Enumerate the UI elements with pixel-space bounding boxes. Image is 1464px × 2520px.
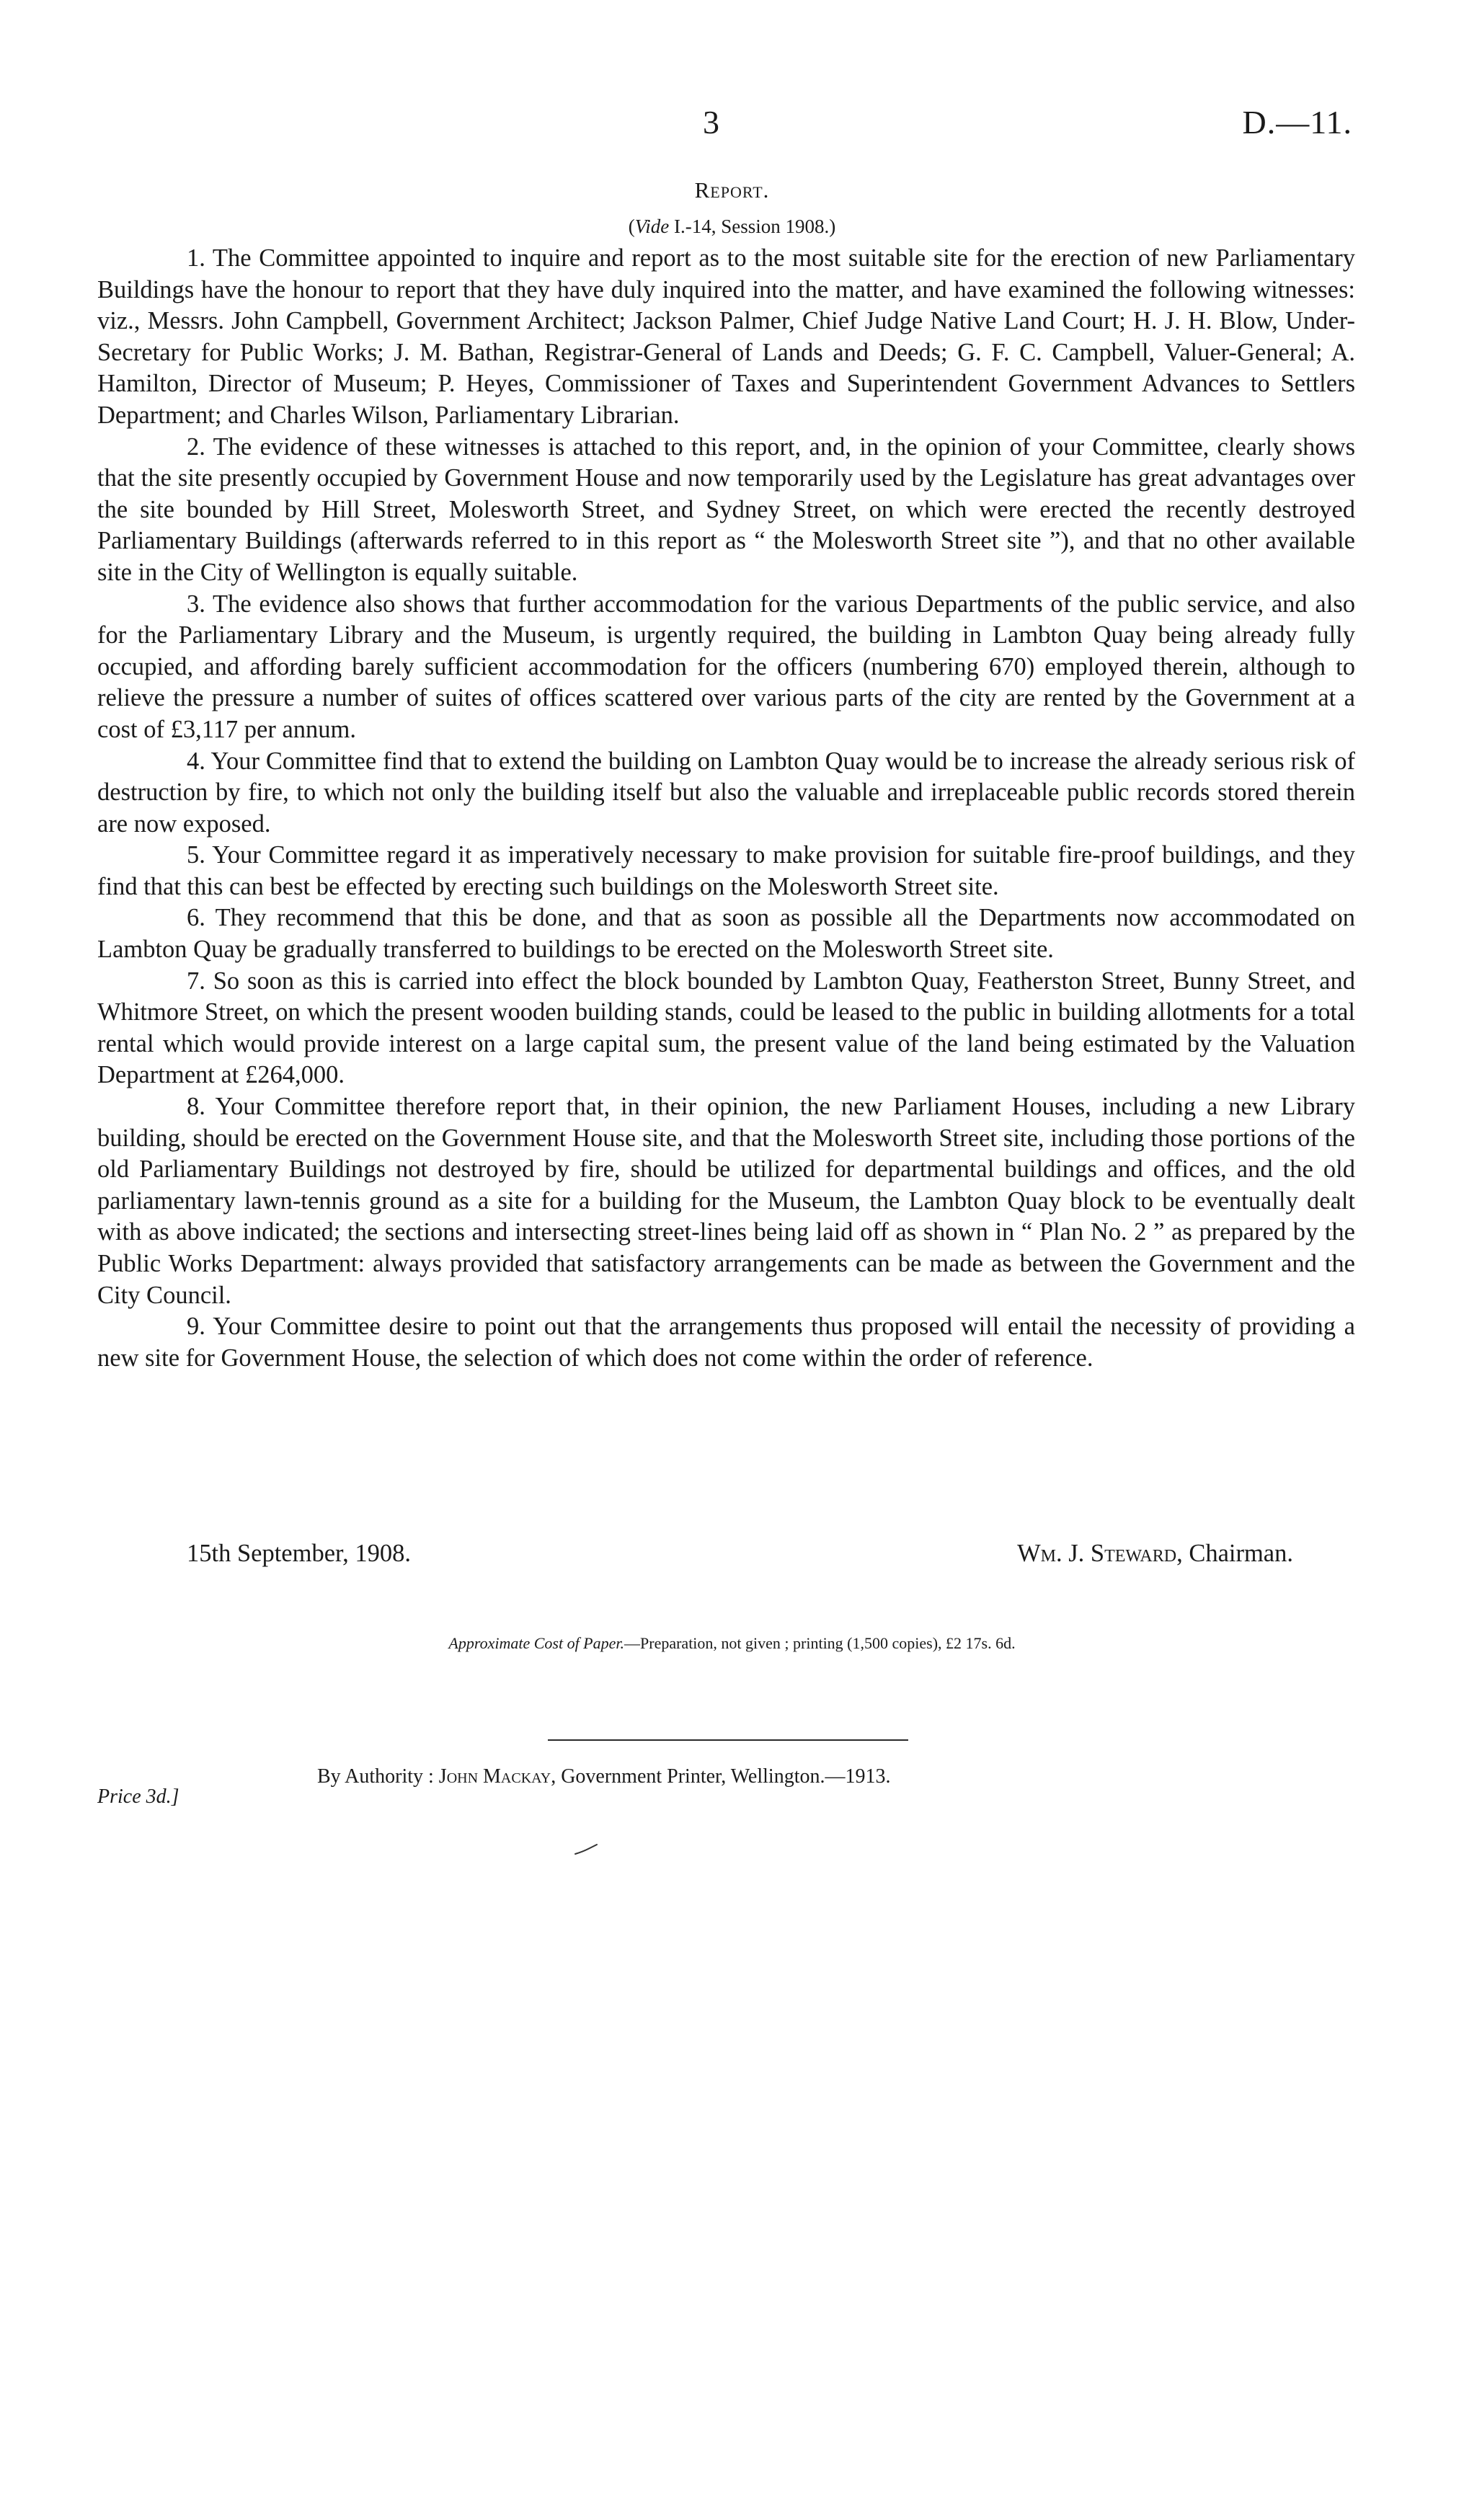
report-title: Report. (694, 177, 770, 203)
report-date: 15th September, 1908. (187, 1540, 411, 1567)
chairman-signature (1017, 1538, 1293, 1569)
chairman-title: , Chairman. (1176, 1540, 1293, 1567)
document-reference: D.—11. (1242, 104, 1352, 141)
authority-prefix: By Authority : (317, 1765, 439, 1788)
paragraph-6: 6. They recommend that this be done, and that as soon as possible all the Departments now accommodated on Lambton Quay be gradually transferred to buildings to be erected on the Molesworth Street site. (97, 904, 1355, 964)
vide-open-paren: ( (628, 216, 635, 237)
paragraph-9: 9. Your Committee desire to point out that the arrangements thus proposed will entail the necessity of providing a new site for Government House, the selection of which does not come within the order of reference. (97, 1313, 1355, 1372)
paragraph-7: 7. So soon as this is carried into effect the block bounded by Lambton Quay, Featherston Street, Bunny Street, and Whitmore Street, on which the present wooden building stands, could be leased to the public in building allotments for a total rental which would provide interest on a large capital sum, the present value of the land being estimated by the Valuation Department at £264,000. (97, 967, 1355, 1089)
paragraph-3: 3. The evidence also shows that further accommodation for the various Departments of the public service, and also for the Parliamentary Library and the Museum, is urgently required, the building in Lambton Quay being already fully occupied, and affording barely sufficient accommodation for the officers (numbering 670) employed therein, although to relieve the pressure a number of suites of offices scattered over various parts of the city are rented by the Government at a cost of £3,117 per annum. (97, 590, 1355, 743)
cost-of-paper (0, 1633, 1464, 1654)
paragraph-5: 5. Your Committee regard it as imperatively necessary to make provision for suitable fire-proof buildings, and they find that this can best be effected by erecting such buildings on the Molesworth Street site. (97, 841, 1355, 900)
divider-rule (548, 1739, 908, 1741)
chairman-name: Wm. J. Steward (1017, 1540, 1177, 1567)
printer-name: John Mackay (438, 1765, 551, 1788)
authority-suffix: , Government Printer, Wellington.—1913. (551, 1765, 891, 1788)
cost-label: Approximate Cost of Paper. (448, 1634, 625, 1652)
pen-mark-icon (574, 1843, 598, 1856)
authority-line (317, 1763, 890, 1791)
paragraph-1: 1. The Committee appointed to inquire and report as to the most suitable site for the erection of new Parliamentary Buildings have the honour to report that they have duly inquired into the matter, and have examined the following witnesses: viz., Messrs. John Campbell, Government Architect; Jackson Palmer, Chief Judge Native Land Court; H. J. H. Blow, Under-Secretary for Public Works; J. M. Bathan, Registrar-General of Lands and Deeds; G. F. C. Campbell, Valuer-General; A. Hamilton, Director of Museum; P. Heyes, Commissioner of Taxes and Superintendent Government Advances to Settlers Department; and Charles Wilson, Parliamentary Librarian. (97, 244, 1355, 429)
paragraph-8: 8. Your Committee therefore report that, in their opinion, the new Parliament Houses, including a new Library building, should be erected on the Government House site, and that the Molesworth Street site, including those portions of the old Parliamentary Buildings not destroyed by fire, should be utilized for departmental buildings and offices, and the old parliamentary lawn-tennis ground as a site for a building for the Museum, the Lambton Quay block to be eventually dealt with as above indicated; the sections and intersecting street-lines being laid off as shown in “ Plan No. 2 ” as prepared by the Public Works Department: always provided that satisfactory arrangements can be made as between the Government and the City Council. (97, 1093, 1355, 1309)
vide-word: Vide (634, 216, 670, 237)
paragraph-2: 2. The evidence of these witnesses is attached to this report, and, in the opinion of your Committee, clearly shows that the site presently occupied by Government House and now temporarily used by the Legislature has great advantages over the site bounded by Hill Street, Molesworth Street, and Sydney Street, on which were erected the recently destroyed Parliamentary Buildings (afterwards referred to in this report as “ the Molesworth Street site ”), and that no other available site in the City of Wellington is equally suitable. (97, 432, 1355, 586)
vide-reference (0, 213, 1464, 239)
price-label: Price 3d.] (97, 1785, 179, 1808)
report-body (97, 243, 1355, 1374)
cost-text: —Preparation, not given ; printing (1,500 copies), £2 17s. 6d. (624, 1634, 1016, 1652)
page-number: 3 (703, 104, 719, 141)
vide-session: I.-14, Session 1908.) (669, 216, 836, 237)
paragraph-4: 4. Your Committee find that to extend the building on Lambton Quay would be to increase the already serious risk of destruction by fire, to which not only the building itself but also the valuable and irreplaceable public records stored therein are now exposed. (97, 747, 1355, 838)
